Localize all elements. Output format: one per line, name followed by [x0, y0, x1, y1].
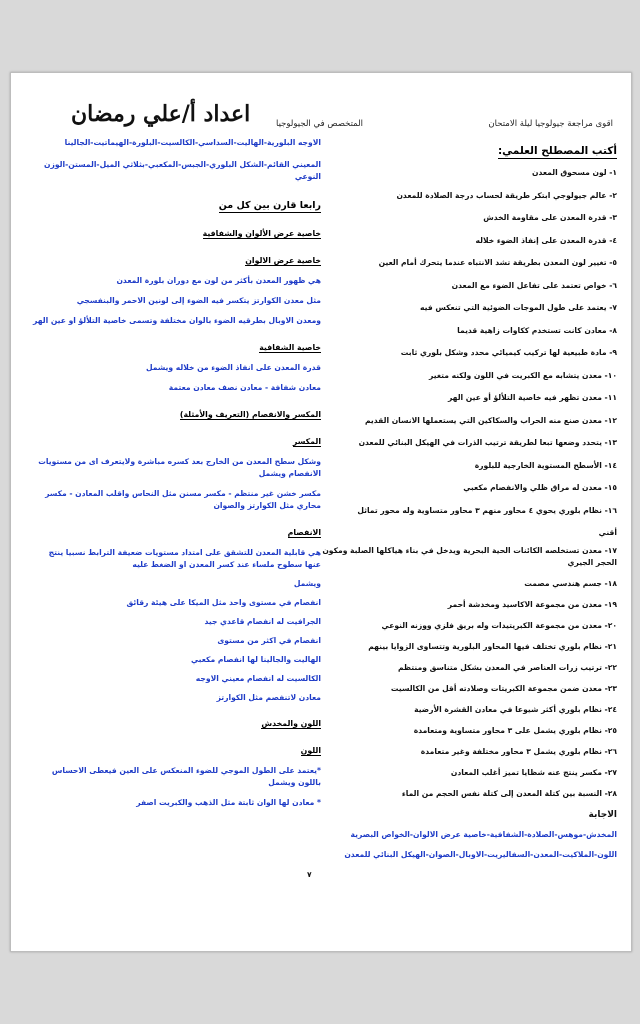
list-item: ١٧- معدن تستخلصه الكائنات الحية البحرية ويدخل في بناء هياكلها الصلبة ومكون الحجر الجيري: [322, 546, 617, 567]
list-item: الجرافيت له انفصام قاعدي جيد: [204, 617, 321, 626]
list-3: [31, 456, 321, 512]
list-item: ٤- قدرة المعدن على إنفاذ الضوء خلاله: [475, 235, 617, 245]
list-item: مكسر خشن غير منتظم - مكسر مسنن مثل النحاس واقلب المعادن - مكسر محاري مثل الكوارتز والصوان: [45, 489, 321, 510]
list-1: [31, 275, 321, 327]
answer-list: [307, 829, 617, 861]
sub-heading-5b: اللون: [300, 746, 321, 755]
list-item: معادن شفافة - معادن نصف معادن معتمة: [168, 383, 321, 392]
list-item: ١- لون مسحوق المعدن: [532, 168, 617, 177]
list-item: ٨- معادن كانت تستخدم ككاوات زاهية قديما: [457, 325, 617, 335]
list-5: [31, 765, 321, 809]
list-item: ١٦- نظام بلوري يحوي ٤ محاور منهم ٣ محاور متساوية وله محور تماثل: [357, 505, 617, 515]
list-item: معادن لاتنفصم مثل الكوارتز: [216, 693, 321, 702]
sub-heading-4: الانفصام: [287, 528, 321, 537]
list-item: مثل معدن الكوارتز يتكسر فيه الضوء إلى لونين الاحمر والبنفسجي: [76, 296, 321, 305]
list-item: ١٤- الأسطح المستوية الخارجية للبلورة: [474, 460, 617, 470]
question-list-2: [307, 545, 617, 800]
right-column: [307, 139, 617, 892]
list-item: انفصام في اكثر من مستوى: [217, 636, 321, 645]
list-item: ١٨- جسم هندسي مصمت: [524, 579, 617, 588]
section-title: أكتب المصطلح العلمي:: [497, 145, 617, 157]
list-item: ٢- عالم جيولوجي ابتكر طريقة لحساب درجة الصلادة للمعدن: [396, 190, 617, 200]
list-item: ٢٧- مكسر ينتج عنه شظايا تميز أغلب المعادن: [450, 768, 617, 777]
list-item: ١٢- معدن صنع منه الحراب والسكاكين التي يستعملها الانسان القديم: [364, 415, 617, 425]
list-item: وشكل سطح المعدن من الخارج بعد كسره مباشرة ولايتعرف اى من مستويات الانفصام ويشمل: [38, 457, 321, 478]
list-2: [31, 362, 321, 394]
list-item: انفصام في مستوى واحد مثل الميكا على هيئة رقائق: [126, 598, 321, 607]
list-item: هي ظهور المعدن بأكثر من لون مع دوران بلورة المعدن: [116, 276, 321, 285]
list-item: الاوجه البلورية-الهاليت-السداسي-الكالسيت-البلورة-الهيماتيت-الجالينا: [64, 138, 321, 147]
sub-heading-5: اللون والمخدش: [261, 719, 321, 728]
list-item: ٦- خواص تعتمد على تفاعل الضوء مع المعدن: [451, 280, 617, 290]
list-item: ٢٣- معدن ضمن مجموعة الكبريتات وصلادته أقل من الكالسيت: [390, 684, 617, 693]
sub-heading-2: خاصية الشفافية: [259, 343, 321, 352]
list-item: ٢٨- النسبة بين كتلة المعدن إلى كتلة نفس الحجم من الماء: [401, 789, 617, 798]
page-number: ٧: [307, 870, 312, 879]
list-item: ١٣- يتحدد وضعها تبعا لطريقة ترتيب الذرات في الهيكل البنائي للمعدن: [358, 438, 617, 447]
list-item: ١٠- معدن يتشابه مع الكبريت في اللون ولكنه متغير: [429, 370, 617, 380]
list-item: الكالسيت له انفصام معيني الاوجه: [195, 674, 321, 683]
header-mid-text: المتخصص في الجيولوجيا: [276, 119, 364, 129]
list-item: ومعدن الاوبال بطرقيه الضوء بالوان مختلفة وتسمى خاصية التلألؤ او عين الهر: [32, 316, 321, 325]
list-item: قدرة المعدن على انفاذ الضوء من خلاله ويشمل: [145, 363, 321, 372]
list-item: ٢٦- نظام بلوري يشمل ٣ محاور مختلفة وغير متعامدة: [420, 747, 617, 756]
document-page: [10, 72, 632, 952]
answer-title: الاجابة: [588, 810, 617, 820]
list-4: [31, 547, 321, 704]
intro-answers: [31, 137, 321, 183]
author-name: اعداد أ/علي رمضان: [71, 101, 251, 127]
left-column: [31, 137, 321, 817]
list-item: ٩- مادة طبيعية لها تركيب كيميائي محدد وشكل بلوري ثابت: [400, 348, 617, 357]
list-item: ١٥- معدن له مراق ظلي والانفصام مكعبي: [463, 483, 617, 492]
list-item: ٢١- نظام بلوري تختلف فيها المحاور البلورية وتتساوى الزوايا بينهم: [368, 642, 617, 651]
sub-heading-3b: المكسر: [292, 437, 321, 446]
sub-heading-3: المكسر والانفصام (التعريف والأمثلة): [179, 410, 321, 419]
list-item: ويشمل: [293, 579, 321, 588]
sub-heading-1: خاصية عرض الألوان والشفافية: [202, 229, 321, 238]
list-item: * معادن لها الوان ثابتة مثل الذهب والكبريت اصفر: [136, 798, 321, 807]
list-item: هي قابلية المعدن للتشقق على امتداد مستويات ضعيفة الترابط نسبيا ينتج عنها سطوح ملساء عند كسر المعدن او الضغط عليه: [48, 548, 321, 569]
list-item: اللون-الملاكيت-المعدن-السفاليريت-الاوبال-الصوان-الهيكل البنائي للمعدن: [344, 850, 617, 859]
list-item: ٢٢- ترتيب زرات العناصر في المعدن بشكل متناسق ومنتظم: [397, 663, 617, 672]
list-item: ٥- تغيير لون المعدن بطريقة تشد الانتباه عندما يتحرك أمام العين: [378, 258, 617, 267]
list-item: الهاليت والجالينا لها انفصام مكعبي: [190, 655, 321, 664]
question-list: [307, 167, 617, 517]
list-item: ٢٤- نظام بلوري أكثر شيوعا في معادن القشرة الأرضية: [414, 705, 617, 714]
list-item: ٢٥- نظام بلوري يشمل على ٣ محاور متساوية ومتعامدة: [413, 726, 617, 735]
list-item: ٣- قدرة المعدن على مقاومة الخدش: [483, 213, 617, 222]
sub-heading-1b: خاصية عرض الالوان: [245, 256, 321, 265]
list-item: ١٩- معدن من مجموعة الاكاسيد ومخدشة أحمر: [447, 600, 617, 609]
list-item: ٢٠- معدن من مجموعة الكبريتيدات وله بريق فلزي ووزنه النوعي: [381, 621, 617, 630]
list-item: ١١- معدن تظهر فيه خاصية التلألؤ أو عين الهر: [447, 393, 617, 402]
header-right-text: اقوى مراجعة جيولوجيا ليلة الامتحان: [488, 119, 613, 129]
compare-title: رابعا قارن بين كل من: [218, 200, 321, 211]
list-item: المعيني القائم-الشكل البلوري-الجبس-المكعبي-بثلاثي الميل-المستن-الوزن النوعي: [44, 160, 321, 181]
list-item: المخدش-موهس-الصلادة-الشفافية-خاصية عرض الالوان-الخواص البصرية: [350, 830, 617, 839]
list-item: ٧- يعتمد على طول الموجات الضوئية التي تنعكس فيه: [420, 303, 617, 312]
list-item: *يعتمد على الطول الموجي للضوء المنعكس على العين فيعطى الاحساس باللون ويشمل: [51, 766, 321, 787]
subsection-label: أقني: [598, 528, 617, 537]
